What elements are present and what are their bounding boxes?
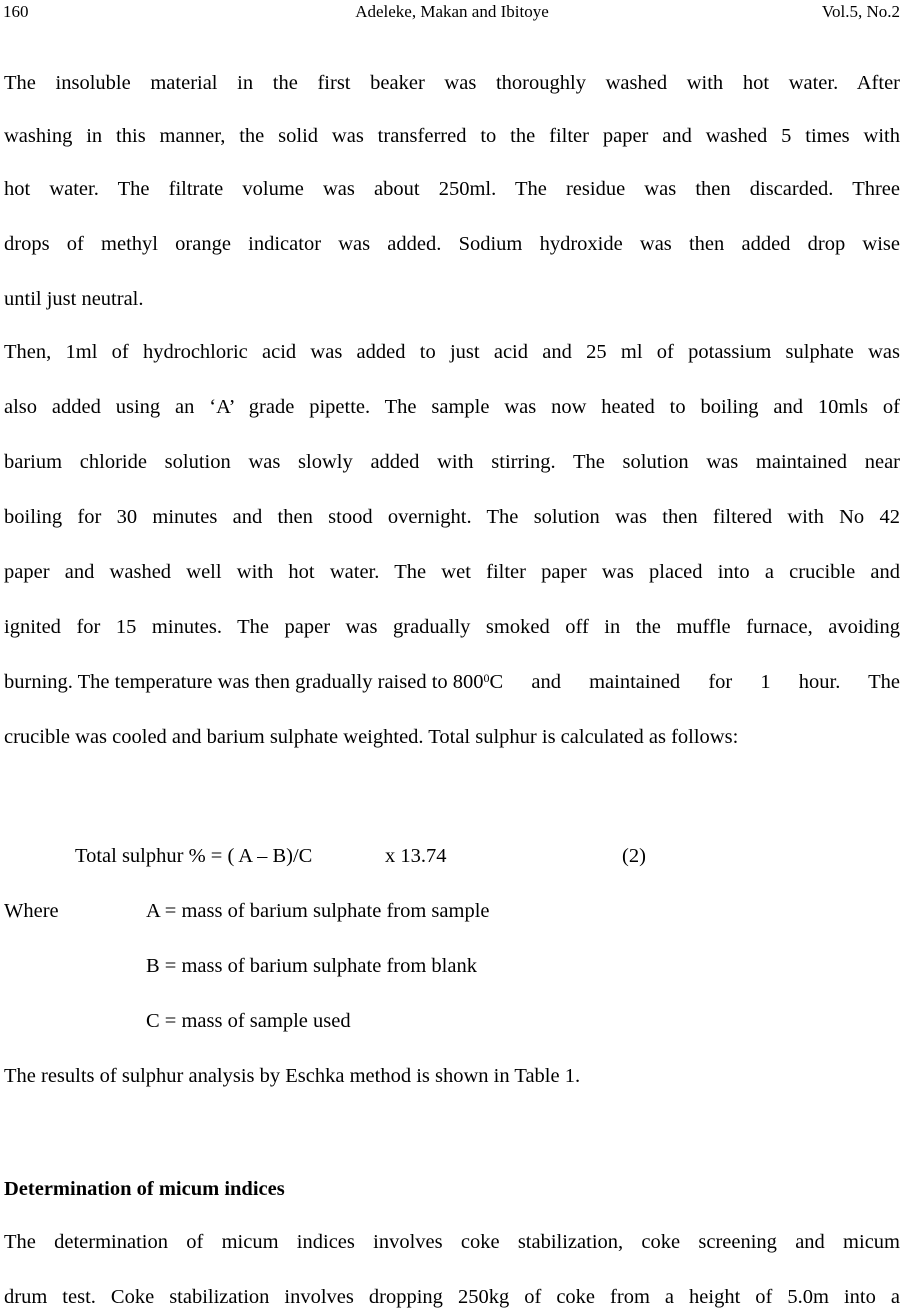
running-header-volume: Vol.5, No.2 xyxy=(821,2,900,21)
text-line: hot water. The filtrate volume was about 250ml. The residue was then discarded. Three xyxy=(4,178,900,200)
text-segment: burning. The temperature was then gradually raised to 800 xyxy=(4,671,484,693)
text-line: washing in this manner, the solid was transferred to the filter paper and washed 5 times with xyxy=(4,125,900,147)
equation-number: (2) xyxy=(622,845,646,867)
superscript-degree: 0 xyxy=(483,671,490,685)
text-segment: C and maintained for 1 hour. The xyxy=(489,671,900,693)
section-heading: Determination of micum indices xyxy=(4,1178,285,1200)
definition-b: B = mass of barium sulphate from blank xyxy=(146,955,477,977)
text-line: crucible was cooled and barium sulphate weighted. Total sulphur is calculated as follows: xyxy=(4,726,739,748)
text-line: drum test. Coke stabilization involves dropping 250kg of coke from a height of 5.0m into a xyxy=(4,1286,900,1308)
text-line: until just neutral. xyxy=(4,288,144,310)
text-line-temperature xyxy=(4,670,900,694)
text-line: The insoluble material in the first beaker was thoroughly washed with hot water. After xyxy=(4,72,900,94)
text-line: barium chloride solution was slowly added with stirring. The solution was maintained near xyxy=(4,451,900,473)
text-line: drops of methyl orange indicator was added. Sodium hydroxide was then added drop wise xyxy=(4,233,900,255)
text-line: also added using an ‘A’ grade pipette. The sample was now heated to boiling and 10mls of xyxy=(4,396,900,418)
where-label: Where xyxy=(4,900,59,922)
results-sentence: The results of sulphur analysis by Eschka method is shown in Table 1. xyxy=(4,1065,581,1087)
text-line: ignited for 15 minutes. The paper was gradually smoked off in the muffle furnace, avoiding xyxy=(4,616,900,638)
text-line: boiling for 30 minutes and then stood overnight. The solution was then filtered with No 42 xyxy=(4,506,900,528)
text-line: Then, 1ml of hydrochloric acid was added to just acid and 25 ml of potassium sulphate was xyxy=(4,341,900,363)
text-line: The determination of micum indices involves coke stabilization, coke screening and micum xyxy=(4,1231,900,1253)
definition-c: C = mass of sample used xyxy=(146,1010,351,1032)
running-header-authors: Adeleke, Makan and Ibitoye xyxy=(355,2,549,21)
definition-a: A = mass of barium sulphate from sample xyxy=(146,900,490,922)
equation-formula: Total sulphur % = ( A – B)/C xyxy=(75,845,313,867)
text-line: paper and washed well with hot water. The wet filter paper was placed into a crucible and xyxy=(4,561,900,583)
page-number: 160 xyxy=(3,2,29,21)
equation-factor: x 13.74 xyxy=(385,845,447,867)
